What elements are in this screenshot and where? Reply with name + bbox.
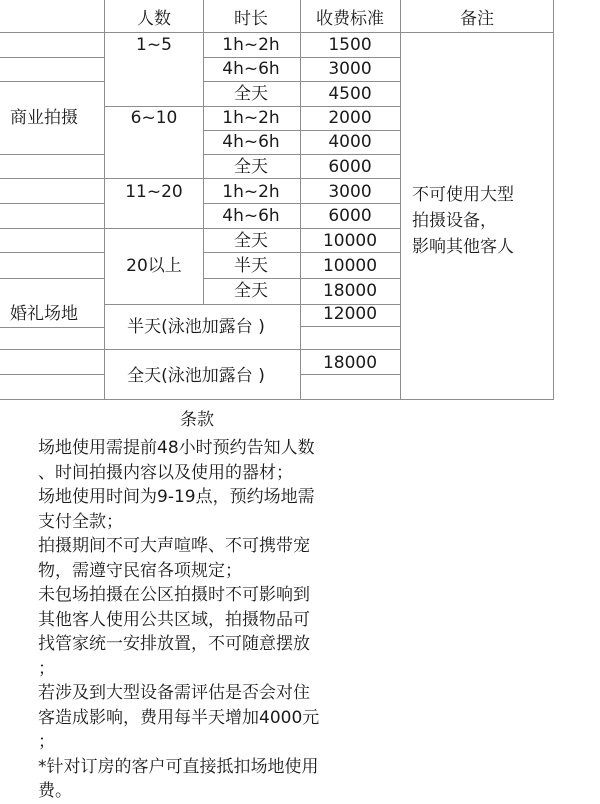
terms-line: ；: [38, 658, 55, 679]
category-commercial: 商业拍摄: [10, 108, 78, 128]
row-divider: [203, 154, 400, 155]
duration-cell: 4h~6h: [222, 59, 280, 79]
row-divider: [0, 203, 104, 204]
col-divider: [104, 0, 105, 400]
terms-title: 条款: [180, 410, 214, 430]
duration-cell: 1h~2h: [222, 35, 280, 55]
col-divider: [203, 0, 204, 304]
row-divider: [0, 178, 400, 179]
people-group: 11~20: [125, 182, 183, 202]
duration-cell: 全天: [234, 231, 268, 251]
price-cell: 2000: [328, 108, 372, 128]
terms-line: 、时间拍摄内容以及使用的器材；: [38, 462, 293, 483]
row-divider: [0, 399, 553, 400]
terms-line: 拍摄期间不可大声喧哗、不可携带宠: [38, 536, 310, 556]
remark-note: [412, 182, 552, 260]
duration-cell: 全天: [234, 84, 268, 104]
price-cell: 3000: [328, 59, 372, 79]
terms-line: 找管家统一安排放置，不可随意摆放: [38, 634, 310, 654]
terms-line: 客造成影响，费用每半天增加4000元: [38, 707, 320, 728]
duration-cell: 4h~6h: [222, 206, 280, 226]
wedding-option: 全天(泳池加露台 ): [127, 366, 265, 386]
duration-cell: 1h~2h: [222, 182, 280, 202]
row-divider: [300, 326, 400, 327]
people-group: 1~5: [136, 35, 172, 55]
pricing-table: [0, 0, 600, 400]
row-divider: [0, 327, 104, 328]
remark-line: 拍摄设备，: [412, 211, 497, 231]
price-cell: 12000: [322, 304, 378, 324]
duration-cell: 1h~2h: [222, 108, 280, 128]
col-divider: [400, 0, 401, 400]
row-divider: [203, 203, 400, 204]
duration-cell: 全天: [234, 281, 268, 301]
header-remark: 备注: [460, 9, 494, 29]
duration-cell: 全天: [234, 157, 268, 177]
price-cell: 18000: [322, 353, 378, 373]
terms-body: [38, 436, 390, 804]
price-cell: 6000: [328, 206, 372, 226]
terms-line: 支付全款；: [38, 511, 123, 532]
header-price: 收费标准: [316, 9, 384, 29]
row-divider: [203, 81, 400, 82]
price-cell: 18000: [322, 281, 378, 301]
price-cell: 4000: [328, 132, 372, 152]
price-cell: 10000: [322, 231, 378, 251]
price-cell: 6000: [328, 157, 372, 177]
price-cell: 3000: [328, 182, 372, 202]
terms-line: 若涉及到大型设备需评估是否会对住: [38, 683, 310, 703]
price-cell: 10000: [322, 256, 378, 276]
terms-line: 场地使用需提前48小时预约告知人数: [38, 438, 315, 458]
terms-line: *针对订房的客户可直接抵扣场地使用: [38, 756, 319, 777]
row-divider: [0, 252, 104, 253]
duration-cell: 半天: [234, 256, 268, 276]
row-divider: [203, 278, 400, 279]
row-divider: [0, 374, 104, 375]
row-divider: [203, 252, 400, 253]
row-divider: [0, 81, 104, 82]
remark-line: 不可使用大型: [412, 185, 514, 205]
price-cell: 1500: [328, 35, 372, 55]
header-duration: 时长: [234, 9, 268, 29]
people-group: 6~10: [130, 108, 178, 128]
people-group: 20以上: [126, 256, 182, 276]
price-cell: 4500: [328, 84, 372, 104]
terms-line: 其他客人使用公共区域，拍摄物品可: [38, 609, 310, 630]
row-divider: [0, 154, 104, 155]
terms-line: 场地使用时间为9-19点，预约场地需: [38, 487, 315, 507]
category-wedding: 婚礼场地: [10, 304, 78, 324]
terms-line: 未包场拍摄在公区拍摄时不可影响到: [38, 585, 310, 605]
col-divider: [300, 0, 301, 400]
duration-cell: 4h~6h: [222, 132, 280, 152]
row-divider: [0, 32, 553, 33]
remark-line: 影响其他客人: [412, 237, 514, 257]
wedding-option: 半天(泳池加露台 ): [127, 317, 265, 337]
row-divider: [0, 57, 104, 58]
row-divider: [300, 374, 400, 375]
row-divider: [0, 349, 400, 350]
row-divider: [0, 228, 400, 229]
terms-line: 费。: [38, 781, 72, 801]
col-divider: [553, 0, 554, 400]
row-divider: [0, 278, 104, 279]
terms-line: 物，需遵守民宿各项规定；: [38, 560, 242, 581]
header-people: 人数: [137, 9, 171, 29]
terms-line: ；: [38, 732, 55, 752]
